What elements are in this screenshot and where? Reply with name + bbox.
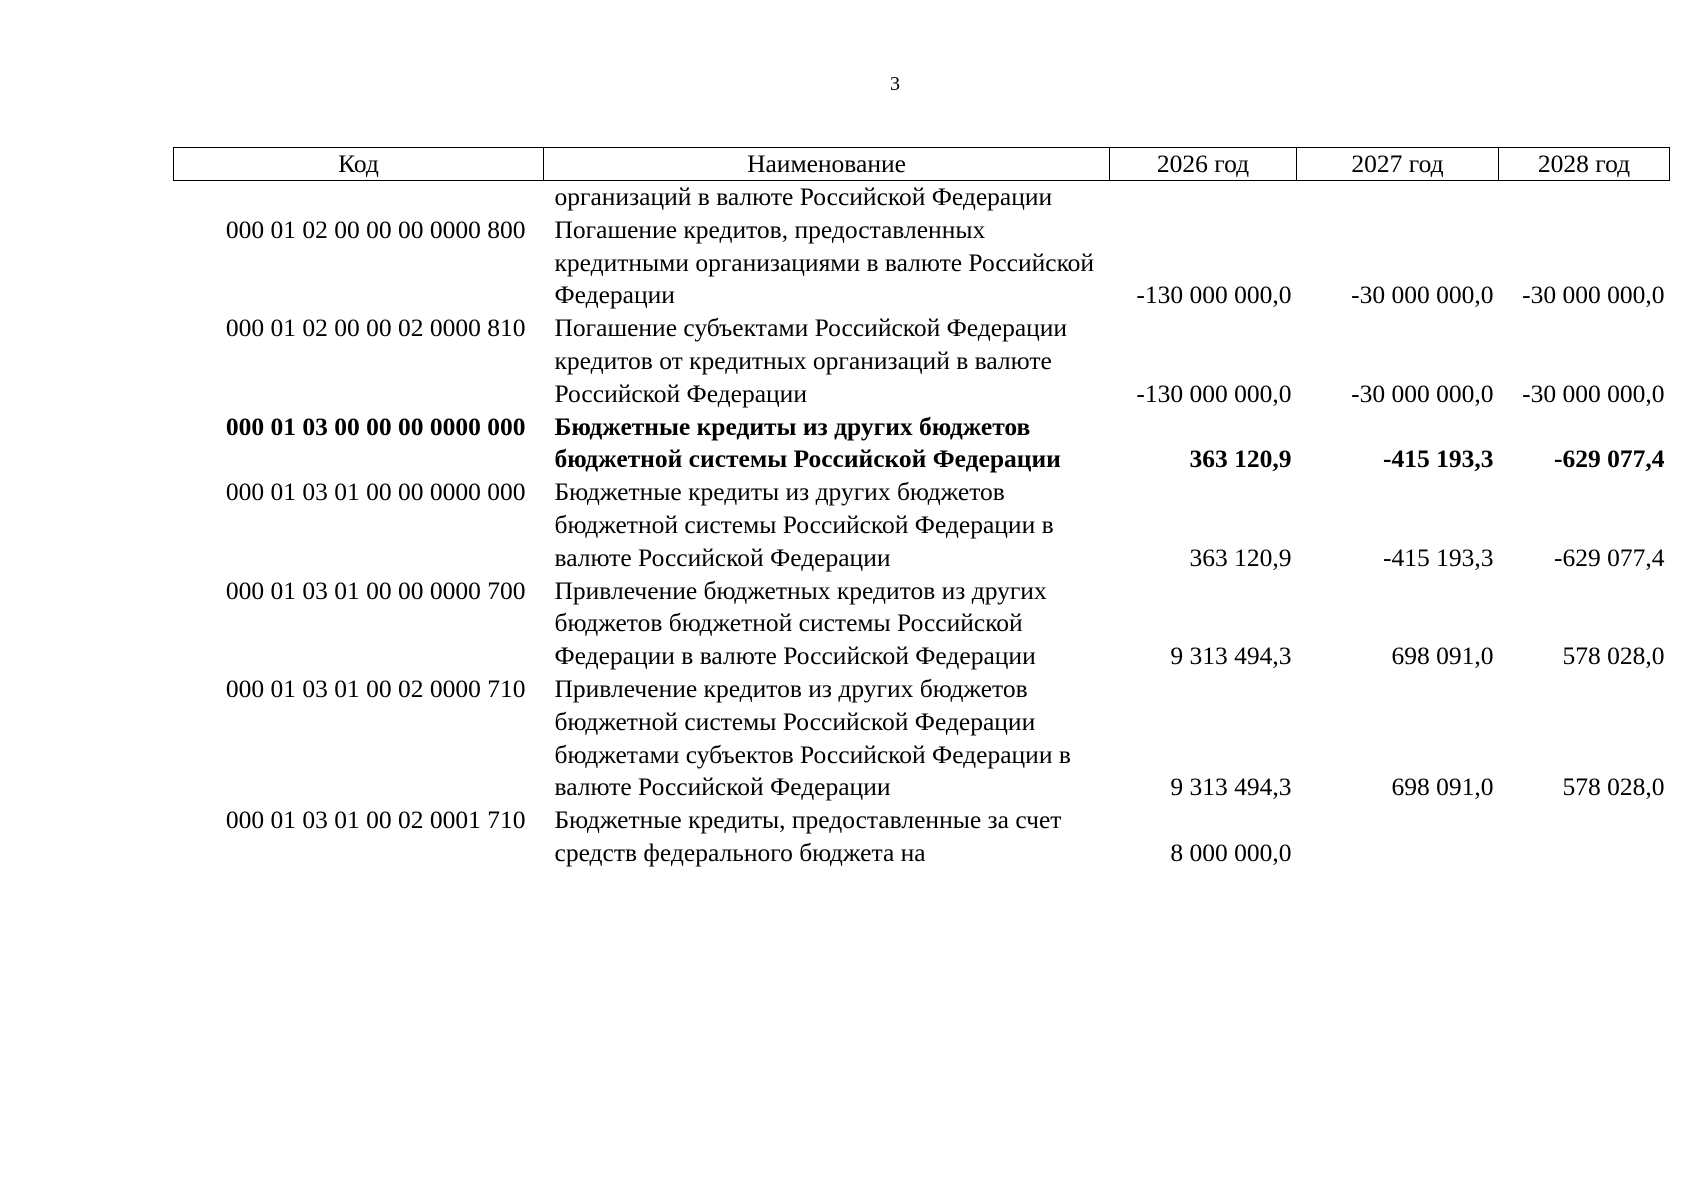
table-row [174, 673, 1670, 804]
row-value-2028: -30 000 000,0 [1522, 378, 1665, 408]
row-code: 000 01 02 00 00 02 0000 810 [225, 313, 526, 343]
row-value-2027: -30 000 000,0 [1351, 378, 1494, 408]
row-name: Привлечение бюджетных кредитов из других бюджетов бюджетной системы Российской Федерации в валюте Российской Федерации [554, 575, 1047, 671]
row-value-2028: -629 077,4 [1554, 444, 1665, 474]
row-value-2026: 9 313 494,3 [1170, 641, 1292, 671]
header-2026: 2026 год [1110, 148, 1297, 181]
table-row [174, 214, 1670, 312]
row-value-2026: -130 000 000,0 [1136, 378, 1292, 408]
row-code: 000 01 03 01 00 00 0000 000 [225, 477, 526, 507]
row-value-2028: -629 077,4 [1554, 542, 1665, 572]
header-code: Код [174, 148, 544, 181]
row-code: 000 01 03 01 00 02 0001 710 [225, 805, 526, 835]
table-header [174, 148, 1670, 181]
page-number: 3 [890, 73, 900, 95]
row-value-2026 [1110, 181, 1297, 214]
table-row [174, 476, 1670, 574]
row-value-2026: 8 000 000,0 [1170, 837, 1292, 867]
table-row [174, 575, 1670, 673]
row-name: Погашение субъектами Российской Федерации кредитов от кредитных организаций в валюте Российской Федерации [554, 313, 1068, 408]
row-value-2028 [1499, 181, 1670, 214]
header-name: Наименование [544, 148, 1110, 181]
header-2027: 2027 год [1297, 148, 1499, 181]
row-name: Привлечение кредитов из других бюджетов бюджетной системы Российской Федерации бюджетами субъектов Российской Федерации в валюте Российской Федерации [554, 673, 1071, 802]
row-name: организаций в валюте Российской Федерации [554, 182, 1053, 211]
row-value-2028: 578 028,0 [1562, 772, 1665, 802]
row-value-2027: -415 193,3 [1383, 444, 1494, 474]
row-code: 000 01 02 00 00 00 0000 800 [225, 214, 526, 244]
row-name: Бюджетные кредиты из других бюджетов бюджетной системы Российской Федерации [554, 411, 1061, 474]
row-value-2027 [1297, 181, 1499, 214]
table-body [174, 181, 1670, 870]
row-code: 000 01 03 00 00 00 0000 000 [225, 411, 526, 441]
table-row [174, 181, 1670, 214]
table-row [174, 804, 1670, 870]
row-code: 000 01 03 01 00 02 0000 710 [225, 673, 526, 703]
row-code: 000 01 03 01 00 00 0000 700 [225, 575, 526, 605]
row-name: Бюджетные кредиты из других бюджетов бюджетной системы Российской Федерации в валюте Российской Федерации [554, 477, 1054, 572]
row-value-2026: 9 313 494,3 [1170, 772, 1292, 802]
row-name: Погашение кредитов, предоставленных кредитными организациями в валюте Российской Федерации [554, 214, 1095, 310]
header-2028: 2028 год [1499, 148, 1670, 181]
row-value-2028: 578 028,0 [1562, 641, 1665, 671]
table-header-row [174, 148, 1670, 181]
row-value-2027 [1297, 804, 1499, 870]
row-name: Бюджетные кредиты, предоставленные за счет средств федерального бюджета на [554, 805, 1062, 867]
row-value-2027: 698 091,0 [1391, 641, 1494, 671]
row-value-2026: 363 120,9 [1189, 542, 1292, 572]
row-value-2027: 698 091,0 [1391, 772, 1494, 802]
row-value-2028: -30 000 000,0 [1522, 280, 1665, 310]
table-row [174, 312, 1670, 410]
row-value-2026: -130 000 000,0 [1136, 280, 1292, 310]
row-value-2027: -30 000 000,0 [1351, 280, 1494, 310]
row-value-2026: 363 120,9 [1189, 444, 1292, 474]
table-row-total [174, 411, 1670, 477]
row-value-2027: -415 193,3 [1383, 542, 1494, 572]
row-value-2028 [1499, 804, 1670, 870]
row-code [174, 181, 544, 214]
budget-sources-table [173, 147, 1670, 870]
